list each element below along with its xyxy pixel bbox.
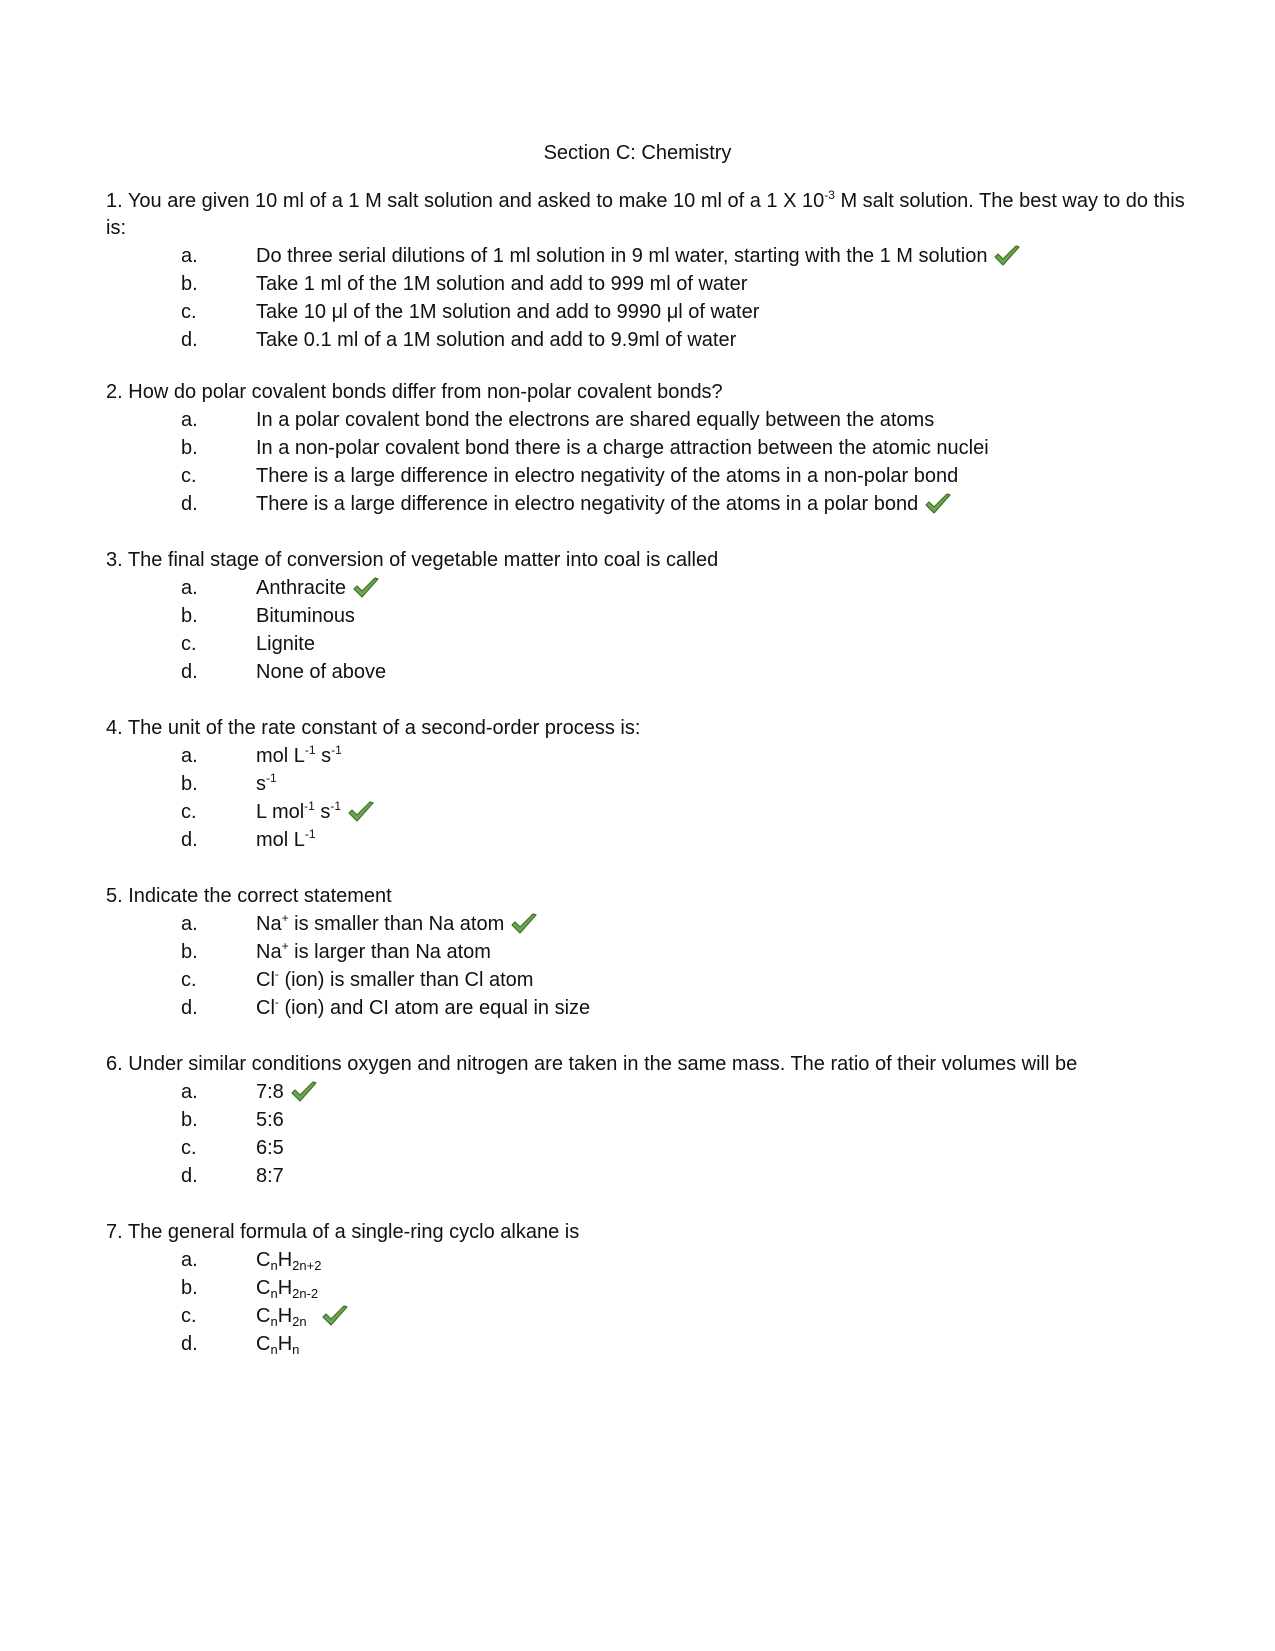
question-text: 4. The unit of the rate constant of a second-order process is: <box>106 717 641 739</box>
option-d: d. mol $L^{-1}$ <box>181 827 316 851</box>
question-text: 3. The final stage of conversion of vegetable matter into coal is called <box>106 549 719 571</box>
checkmark-icon <box>993 245 1021 267</box>
option-b: b. Take 1 ml of the 1M solution and add to 999 ml of water <box>181 273 748 295</box>
option-c: c. Take 10 μl of the 1M solution and add to 9990 μl of water <box>181 301 760 323</box>
option-b: b. 5:6 <box>181 1109 284 1131</box>
checkmark-icon <box>290 1081 318 1103</box>
question-text: 6. Under similar conditions oxygen and nitrogen are taken in the same mass. The ratio of their volumes will be <box>106 1053 1078 1075</box>
option-c: c. 6:5 <box>181 1137 284 1159</box>
option-a: a. In a polar covalent bond the electrons are shared equally between the atoms <box>181 409 935 431</box>
option-d: d. There is a large difference in electro negativity of the atoms in a polar bond <box>106 490 1186 518</box>
question-2 <box>106 379 1186 518</box>
option-d: d. Take 0.1 ml of a 1M solution and add to 9.9ml of water <box>181 329 737 351</box>
checkmark-icon <box>321 1305 349 1327</box>
checkmark-icon <box>352 577 380 599</box>
option-a: a. $C_nH_{2n+2}$ <box>181 1249 322 1273</box>
option-c: c. L mol$^{-1}$ $s^{-1}$ <box>106 798 1186 826</box>
question-3 <box>106 547 1186 686</box>
option-b: b. Na+ is larger than Na atom <box>181 939 491 963</box>
checkmark-icon <box>347 801 375 823</box>
option-a: a. mol $L^{-1}$ $s^{-1}$ <box>181 743 342 767</box>
option-c: c. Cl- (ion) is smaller than Cl atom <box>181 967 534 991</box>
checkmark-icon <box>924 493 952 515</box>
question-1 <box>106 188 1186 354</box>
option-a: a. 7:8 <box>106 1078 1186 1106</box>
option-d: d. Cl- (ion) and CI atom are equal in size <box>181 995 591 1019</box>
option-d: d. $C_nH_n$ <box>181 1333 300 1357</box>
option-a: a. Na+ is smaller than Na atom <box>106 910 1186 938</box>
section-title: Section C: Chemistry <box>543 142 732 164</box>
checkmark-icon <box>510 913 538 935</box>
option-b: b. $s^{-1}$ <box>181 771 277 795</box>
option-c: c. $C_nH_{2n}$ <box>106 1302 1186 1330</box>
question-6 <box>106 1051 1186 1190</box>
option-c: c. Lignite <box>181 633 315 655</box>
option-a: a. Do three serial dilutions of 1 ml solution in 9 ml water, starting with the 1 M solution <box>106 242 1186 270</box>
question-text: 1. You are given 10 ml of a 1 M salt solution and asked to make 10 ml of a 1 X $10^{-3}$ M salt solution. The best way to do this is: <box>106 188 1185 239</box>
question-5 <box>106 883 1186 1022</box>
option-a: a. Anthracite <box>106 574 1186 602</box>
question-text: 5. Indicate the correct statement <box>106 885 392 907</box>
option-b: b. Bituminous <box>181 605 355 627</box>
option-d: d. None of above <box>181 661 387 683</box>
question-7 <box>106 1219 1186 1358</box>
option-d: d. 8:7 <box>181 1165 284 1187</box>
option-b: b. $C_nH_{2n-2}$ <box>181 1277 319 1301</box>
question-text: 2. How do polar covalent bonds differ from non-polar covalent bonds? <box>106 381 723 403</box>
option-c: c. There is a large difference in electro negativity of the atoms in a non-polar bond <box>181 465 959 487</box>
option-b: b. In a non-polar covalent bond there is a charge attraction between the atomic nuclei <box>181 437 989 459</box>
question-4 <box>106 715 1186 854</box>
question-text: 7. The general formula of a single-ring cyclo alkane is <box>106 1221 580 1243</box>
